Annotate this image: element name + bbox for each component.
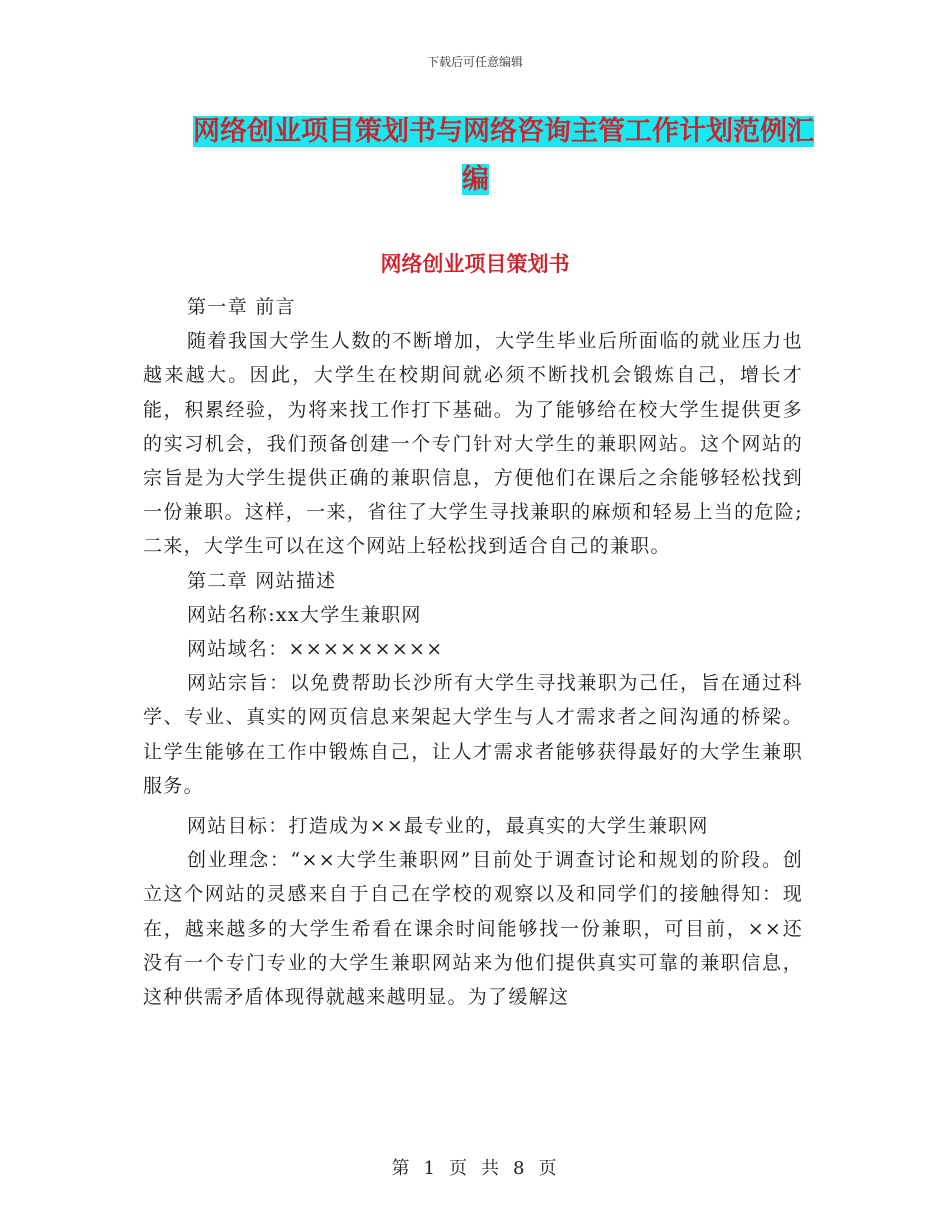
paragraph: 创业理念：“××大学生兼职网”目前处于调查讨论和规划的阶段。创立这个网站的灵感来自于自己在学校的观察以及和同学们的接触得知：现在，越来越多的大学生希看在课余时间能够找一份兼职，可目前，××还没有一个专门专业的大学生兼职网站来为他们提供真实可靠的兼职信息，这种供需矛盾体现得就越来越明显。为了缓解这 bbox=[143, 849, 803, 1009]
section-title: 网络创业项目策划书 bbox=[380, 252, 570, 276]
footer-total-number: 8 bbox=[513, 1158, 527, 1179]
paragraph: 网站域名：××××××××× bbox=[187, 638, 444, 661]
page-footer bbox=[0, 1154, 950, 1180]
footer-page-unit: 页 bbox=[449, 1158, 469, 1179]
footer-page-label: 第 bbox=[391, 1158, 412, 1179]
chapter-heading: 第一章 前言 bbox=[187, 296, 296, 318]
footer-page-number: 1 bbox=[423, 1158, 437, 1179]
document-title bbox=[193, 108, 813, 204]
paragraph: 网站目标：打造成为××最专业的，最真实的大学生兼职网 bbox=[187, 815, 709, 838]
body-text bbox=[143, 290, 803, 1014]
paragraph: 网站名称:xx大学生兼职网 bbox=[187, 603, 422, 626]
document-title-line1: 网络创业项目策划书与网络咨询主管工作计划范例汇 bbox=[193, 116, 814, 147]
chapter-heading: 第二章 网站描述 bbox=[187, 569, 337, 592]
header-note: 下载后可任意编辑 bbox=[426, 55, 523, 69]
paragraph: 网站宗旨：以免费帮助长沙所有大学生寻找兼职为己任，旨在通过科学、专业、真实的网页信息来架起大学生与人才需求者之间沟通的桥梁。让学生能够在工作中锻炼自己，让人才需求者能够获得最好的大学生兼职服务。 bbox=[143, 672, 803, 797]
document-title-line2: 编 bbox=[462, 164, 489, 195]
footer-total-label: 共 bbox=[481, 1158, 501, 1179]
footer-total-unit: 页 bbox=[538, 1158, 559, 1179]
paragraph: 随着我国大学生人数的不断增加，大学生毕业后所面临的就业压力也越来越大。因此，大学生在校期间就必须不断找机会锻炼自己，增长才能，积累经验，为将来找工作打下基础。为了能够给在校大学生提供更多的实习机会，我们预备创建一个专门针对大学生的兼职网站。这个网站的宗旨是为大学生提供正确的兼职信息，方便他们在课后之余能够轻松找到一份兼职。这样，一来，省往了大学生寻找兼职的麻烦和轻易上当的危险;二来，大学生可以在这个网站上轻松找到适合自己的兼职。 bbox=[143, 330, 803, 558]
